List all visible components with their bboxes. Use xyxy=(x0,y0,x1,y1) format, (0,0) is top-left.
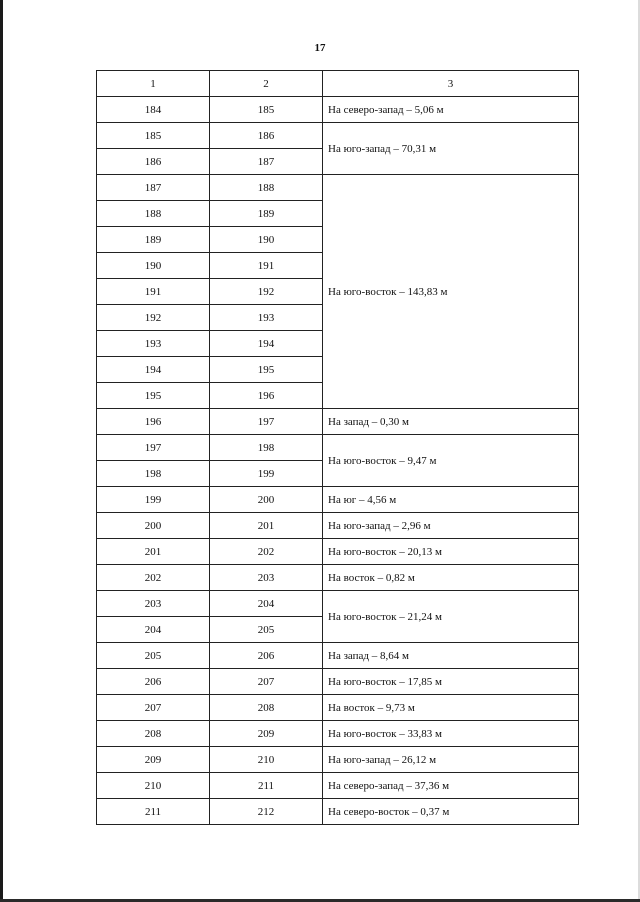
table-row xyxy=(97,565,579,591)
point-from-cell: 200 xyxy=(97,513,210,539)
point-from-cell: 186 xyxy=(97,149,210,175)
point-from-cell: 204 xyxy=(97,617,210,643)
point-from-cell: 207 xyxy=(97,695,210,721)
point-from-cell: 192 xyxy=(97,305,210,331)
table-row xyxy=(97,175,579,201)
point-to-cell: 193 xyxy=(210,305,323,331)
point-to-cell: 190 xyxy=(210,227,323,253)
point-to-cell: 188 xyxy=(210,175,323,201)
point-from-cell: 203 xyxy=(97,591,210,617)
point-to-cell: 198 xyxy=(210,435,323,461)
point-to-cell: 196 xyxy=(210,383,323,409)
direction-distance-cell: На запад – 0,30 м xyxy=(323,409,579,435)
point-to-cell: 211 xyxy=(210,773,323,799)
point-from-cell: 201 xyxy=(97,539,210,565)
table-row xyxy=(97,123,579,149)
boundary-table xyxy=(96,70,579,825)
header-cell-1: 1 xyxy=(97,71,210,97)
table-row xyxy=(97,721,579,747)
point-from-cell: 197 xyxy=(97,435,210,461)
point-to-cell: 207 xyxy=(210,669,323,695)
point-from-cell: 189 xyxy=(97,227,210,253)
table-row xyxy=(97,435,579,461)
table-row xyxy=(97,97,579,123)
point-from-cell: 194 xyxy=(97,357,210,383)
point-to-cell: 209 xyxy=(210,721,323,747)
point-from-cell: 185 xyxy=(97,123,210,149)
direction-distance-cell: На северо-запад – 37,36 м xyxy=(323,773,579,799)
point-to-cell: 201 xyxy=(210,513,323,539)
direction-distance-cell: На юго-восток – 21,24 м xyxy=(323,591,579,643)
point-from-cell: 191 xyxy=(97,279,210,305)
point-from-cell: 211 xyxy=(97,799,210,825)
point-to-cell: 202 xyxy=(210,539,323,565)
point-from-cell: 184 xyxy=(97,97,210,123)
table-row xyxy=(97,669,579,695)
point-from-cell: 188 xyxy=(97,201,210,227)
table-row xyxy=(97,513,579,539)
direction-distance-cell: На юго-восток – 33,83 м xyxy=(323,721,579,747)
point-to-cell: 191 xyxy=(210,253,323,279)
direction-distance-cell: На восток – 9,73 м xyxy=(323,695,579,721)
point-from-cell: 206 xyxy=(97,669,210,695)
table-body xyxy=(97,97,579,825)
direction-distance-cell: На юго-восток – 143,83 м xyxy=(323,175,579,409)
header-cell-2: 2 xyxy=(210,71,323,97)
point-from-cell: 208 xyxy=(97,721,210,747)
direction-distance-cell: На юго-восток – 17,85 м xyxy=(323,669,579,695)
table-header-row xyxy=(97,71,579,97)
point-to-cell: 186 xyxy=(210,123,323,149)
point-from-cell: 198 xyxy=(97,461,210,487)
point-to-cell: 194 xyxy=(210,331,323,357)
point-to-cell: 197 xyxy=(210,409,323,435)
point-to-cell: 185 xyxy=(210,97,323,123)
point-from-cell: 202 xyxy=(97,565,210,591)
point-from-cell: 193 xyxy=(97,331,210,357)
point-from-cell: 187 xyxy=(97,175,210,201)
point-from-cell: 195 xyxy=(97,383,210,409)
table-row xyxy=(97,747,579,773)
point-to-cell: 203 xyxy=(210,565,323,591)
point-to-cell: 187 xyxy=(210,149,323,175)
direction-distance-cell: На северо-запад – 5,06 м xyxy=(323,97,579,123)
point-to-cell: 192 xyxy=(210,279,323,305)
direction-distance-cell: На юго-запад – 2,96 м xyxy=(323,513,579,539)
point-from-cell: 205 xyxy=(97,643,210,669)
table-row xyxy=(97,799,579,825)
header-cell-3: 3 xyxy=(323,71,579,97)
table-row xyxy=(97,643,579,669)
point-from-cell: 209 xyxy=(97,747,210,773)
point-from-cell: 199 xyxy=(97,487,210,513)
point-to-cell: 189 xyxy=(210,201,323,227)
table-row xyxy=(97,773,579,799)
scan-edge-left xyxy=(0,0,3,902)
direction-distance-cell: На юго-запад – 26,12 м xyxy=(323,747,579,773)
direction-distance-cell: На юго-запад – 70,31 м xyxy=(323,123,579,175)
direction-distance-cell: На восток – 0,82 м xyxy=(323,565,579,591)
direction-distance-cell: На северо-восток – 0,37 м xyxy=(323,799,579,825)
table-row xyxy=(97,539,579,565)
point-to-cell: 206 xyxy=(210,643,323,669)
direction-distance-cell: На запад – 8,64 м xyxy=(323,643,579,669)
point-to-cell: 208 xyxy=(210,695,323,721)
point-from-cell: 210 xyxy=(97,773,210,799)
table-row xyxy=(97,487,579,513)
page-number: 17 xyxy=(314,42,326,54)
direction-distance-cell: На юг – 4,56 м xyxy=(323,487,579,513)
table-row xyxy=(97,591,579,617)
point-from-cell: 196 xyxy=(97,409,210,435)
direction-distance-cell: На юго-восток – 9,47 м xyxy=(323,435,579,487)
table-row xyxy=(97,409,579,435)
table-row xyxy=(97,695,579,721)
point-to-cell: 212 xyxy=(210,799,323,825)
point-to-cell: 195 xyxy=(210,357,323,383)
point-from-cell: 190 xyxy=(97,253,210,279)
point-to-cell: 205 xyxy=(210,617,323,643)
point-to-cell: 210 xyxy=(210,747,323,773)
point-to-cell: 204 xyxy=(210,591,323,617)
direction-distance-cell: На юго-восток – 20,13 м xyxy=(323,539,579,565)
point-to-cell: 200 xyxy=(210,487,323,513)
point-to-cell: 199 xyxy=(210,461,323,487)
